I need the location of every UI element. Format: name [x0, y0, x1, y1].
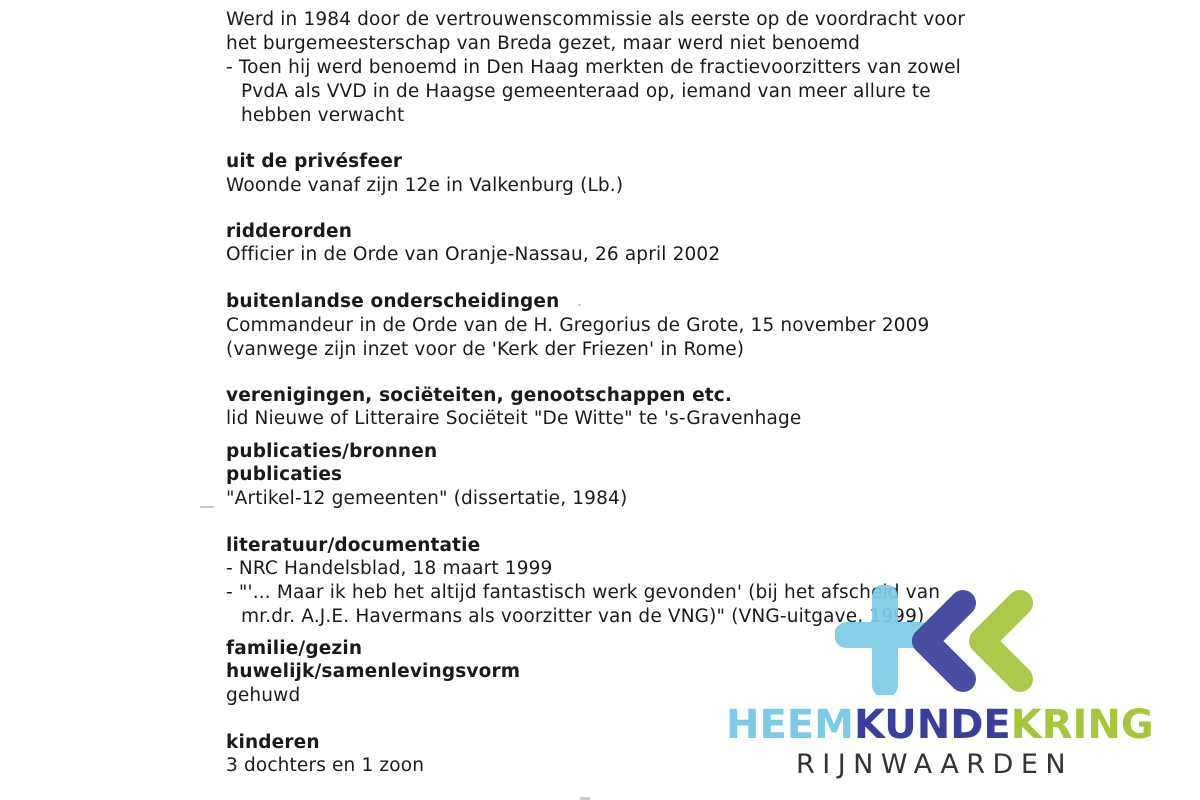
heading-familie: familie/gezin [226, 638, 363, 659]
logo-subtitle: RIJNWAARDEN [796, 749, 1074, 780]
heemkundekring-logo [720, 585, 1154, 785]
heemkundekring-cross-arrows-logo-icon [835, 585, 1035, 695]
heading-literatuur: literatuur/documentatie [226, 535, 481, 556]
doc-line-5: hebben verwacht [241, 105, 405, 126]
text-buitenlandse-2: (vanwege zijn inzet voor de 'Kerk der Friezen' in Rome) [226, 339, 745, 360]
text-gehuwd: gehuwd [226, 685, 301, 706]
doc-line-2: het burgemeesterschap van Breda gezet, maar werd niet benoemd [226, 33, 861, 54]
text-publicaties: "Artikel-12 gemeenten" (dissertatie, 1984) [226, 488, 628, 509]
logo-word-heem: HEEM [726, 702, 854, 748]
text-ridderorden: Officier in de Orde van Oranje-Nassau, 26 april 2002 [226, 244, 721, 265]
heading-kinderen: kinderen [226, 732, 320, 753]
text-buitenlandse-1: Commandeur in de Orde van de H. Gregorius de Grote, 15 november 2009 [226, 315, 930, 336]
heading-buitenlandse: buitenlandse onderscheidingen [226, 291, 560, 312]
subheading-publicaties: publicaties [226, 464, 343, 485]
doc-line-1: Werd in 1984 door de vertrouwenscommissie als eerste op de voordracht voor [226, 9, 966, 30]
heading-ridderorden: ridderorden [226, 221, 353, 242]
literatuur-item-2b: mr.dr. A.J.E. Havermans als voorzitter van de VNG)" (VNG-uitgave, 1999) [241, 606, 925, 627]
logo-wordmark [726, 701, 1154, 749]
logo-word-kring: KRING [1010, 702, 1154, 748]
heading-verenigingen: verenigingen, sociëteiten, genootschappen etc. [226, 385, 733, 406]
doc-line-3: - Toen hij werd benoemd in Den Haag merkten de fractievoorzitters van zowel [226, 57, 961, 78]
subheading-huwelijk: huwelijk/samenlevingsvorm [226, 661, 521, 682]
heading-publicaties-bronnen: publicaties/bronnen [226, 441, 438, 462]
text-privesfeer: Woonde vanaf zijn 12e in Valkenburg (Lb.) [226, 175, 624, 196]
logo-word-kunde: KUNDE [853, 702, 1011, 748]
scan-speck [200, 506, 214, 508]
heading-privesfeer: uit de privésfeer [226, 151, 403, 172]
text-kinderen: 3 dochters en 1 zoon [226, 755, 425, 776]
literatuur-item-1: - NRC Handelsblad, 18 maart 1999 [226, 558, 553, 579]
literatuur-item-2: - "'... Maar ik heb het altijd fantastisch werk gevonden' (bij het afscheid van [226, 582, 941, 603]
scan-speck [578, 304, 581, 306]
doc-line-4: PvdA als VVD in de Haagse gemeenteraad op, iemand van meer allure te [241, 81, 931, 102]
text-verenigingen: lid Nieuwe of Litteraire Sociëteit "De Witte" te 's-Gravenhage [226, 408, 802, 429]
